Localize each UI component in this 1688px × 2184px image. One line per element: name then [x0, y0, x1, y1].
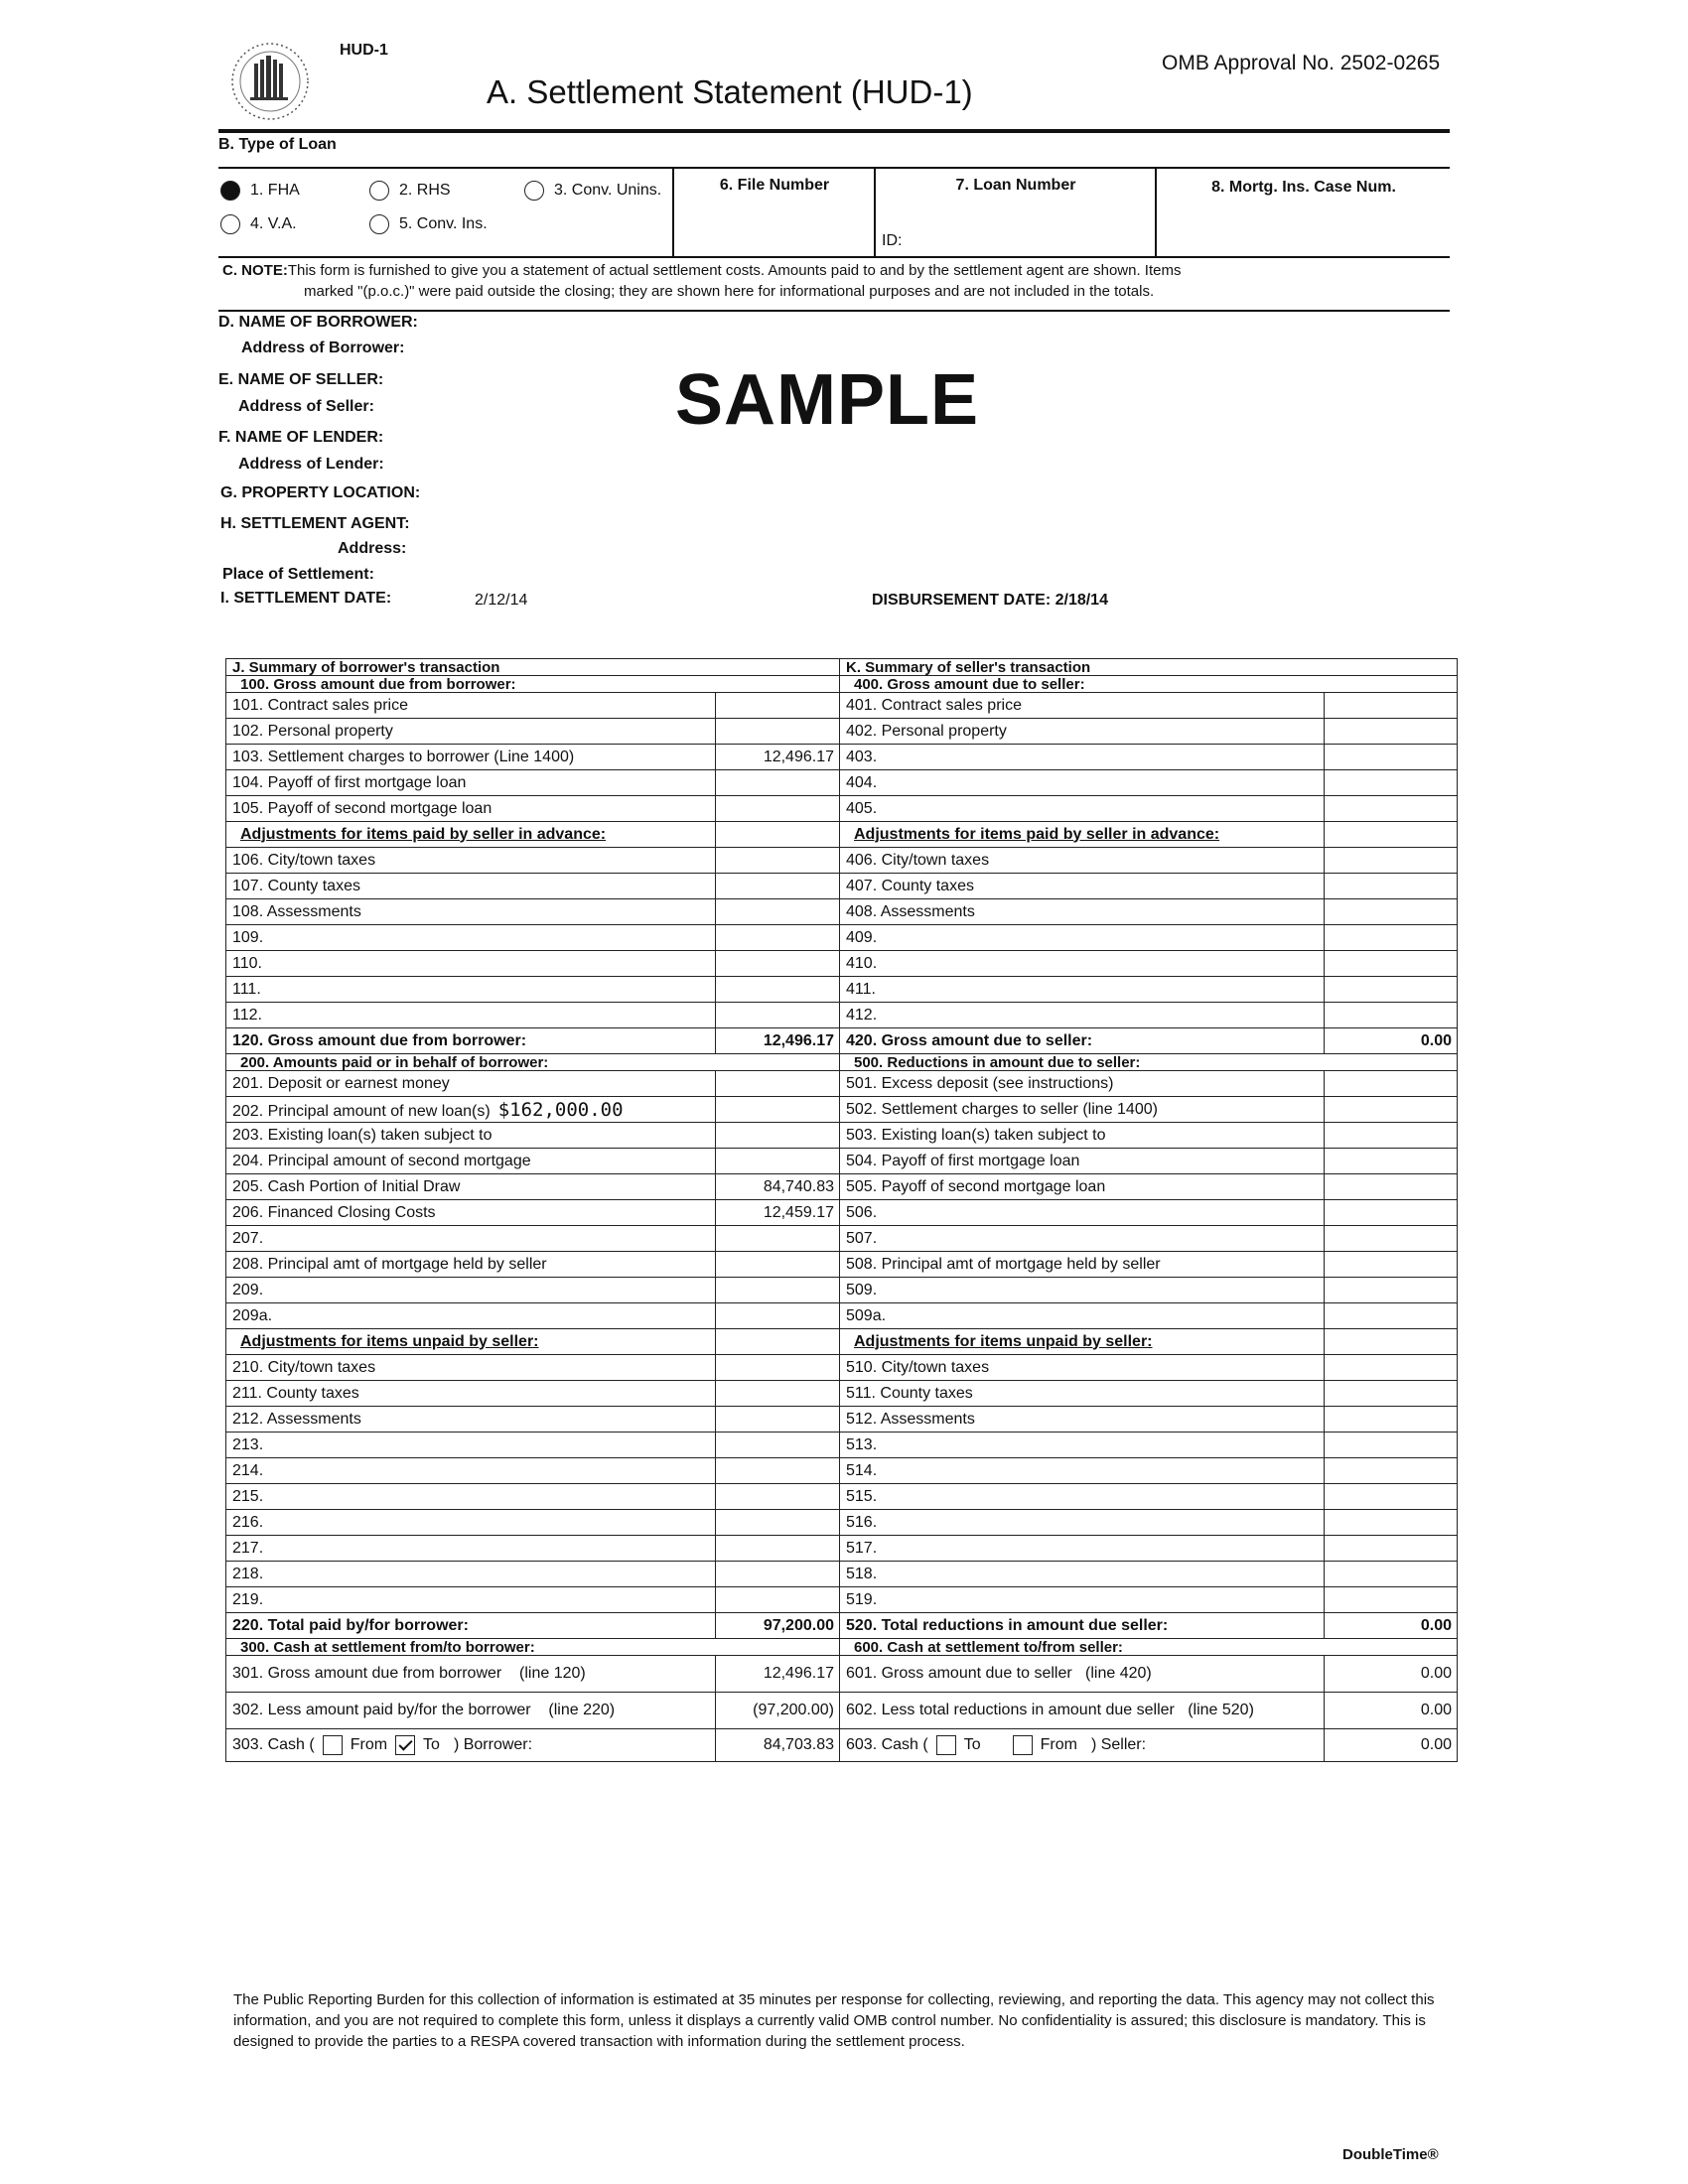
seller-address-label: Address of Seller: — [238, 398, 374, 415]
line-amount — [1325, 1536, 1458, 1562]
line-label: 208. Principal amt of mortgage held by seller — [226, 1252, 716, 1278]
disbursement-date: DISBURSEMENT DATE: 2/18/14 — [872, 592, 1108, 609]
line-amount — [716, 899, 840, 925]
table-row — [226, 977, 1458, 1003]
table-row — [226, 1028, 1458, 1054]
line-amount — [716, 1355, 840, 1381]
line-amount — [1325, 899, 1458, 925]
line-label: 205. Cash Portion of Initial Draw — [226, 1174, 716, 1200]
public-reporting-burden: The Public Reporting Burden for this collection of information is estimated at 35 minutes per response for collecting, reviewing, and reporting the data. This agency may not collect this information, and you are not required to complete this form, unless it displays a currently valid OMB control number. No confidentiality is assured; this disclosure is mandatory. This is designed to provide the parties to a RESPA covered transaction with information during the settlement process. — [233, 1991, 1435, 2050]
table-row — [226, 1149, 1458, 1174]
table-row — [226, 1433, 1458, 1458]
line-amount: 0.00 — [1325, 1656, 1458, 1693]
agent-address-label: Address: — [338, 540, 407, 557]
line-label: 506. — [840, 1200, 1325, 1226]
section-label: 500. Reductions in amount due to seller: — [840, 1054, 1458, 1071]
line-label: 519. — [840, 1587, 1325, 1613]
table-row — [226, 1226, 1458, 1252]
line-label: 511. County taxes — [840, 1381, 1325, 1407]
line-amount — [716, 848, 840, 874]
form-title: A. Settlement Statement (HUD-1) — [487, 73, 973, 110]
line-amount — [716, 874, 840, 899]
line-label: 209a. — [226, 1303, 716, 1329]
line-label: 109. — [226, 925, 716, 951]
note-rule — [218, 310, 1450, 312]
line-amount: 12,496.17 — [716, 745, 840, 770]
line-label: 410. — [840, 951, 1325, 977]
line-amount — [1325, 1278, 1458, 1303]
line-label: 107. County taxes — [226, 874, 716, 899]
cash-seller-line — [840, 1729, 1325, 1762]
line-amount — [716, 1003, 840, 1028]
line-amount — [1325, 1174, 1458, 1200]
line-label: 303. Cash ( — [232, 1736, 315, 1754]
line-label: 302. Less amount paid by/for the borrower (line 220) — [226, 1693, 716, 1729]
section-100: 100. Gross amount due from borrower: — [226, 676, 840, 693]
line-amount: 0.00 — [1325, 1613, 1458, 1639]
table-row — [226, 1407, 1458, 1433]
line-label: 216. — [226, 1510, 716, 1536]
line-amount — [1325, 1587, 1458, 1613]
line-label: 520. Total reductions in amount due seller: — [840, 1613, 1325, 1639]
line-amount — [1325, 1226, 1458, 1252]
place-of-settlement-label: Place of Settlement: — [222, 566, 374, 583]
line-amount: 0.00 — [1325, 1028, 1458, 1054]
table-row — [226, 1562, 1458, 1587]
line-amount — [716, 1587, 840, 1613]
line-label: 514. — [840, 1458, 1325, 1484]
settlement-date-label: I. SETTLEMENT DATE: — [220, 590, 392, 607]
empty-cell — [716, 822, 840, 848]
loan-header — [218, 167, 1450, 258]
line-label: 507. — [840, 1226, 1325, 1252]
empty-cell — [1325, 822, 1458, 848]
subsection-label: Adjustments for items paid by seller in advance: — [840, 822, 1325, 848]
line-label: 204. Principal amount of second mortgage — [226, 1149, 716, 1174]
line-label: 404. — [840, 770, 1325, 796]
radio-empty-icon — [220, 214, 240, 234]
brand-mark: DoubleTime® — [1342, 2146, 1439, 2163]
radio-rhs[interactable] — [369, 181, 451, 201]
note-line-1: This form is furnished to give you a statement of actual settlement costs. Amounts paid to and by the settlement agent are shown. Items — [287, 262, 1182, 279]
radio-va-label: 4. V.A. — [250, 215, 297, 232]
line-amount — [716, 1510, 840, 1536]
line-amount: 12,459.17 — [716, 1200, 840, 1226]
seller-to-checkbox[interactable] — [936, 1735, 956, 1755]
title-rule — [218, 129, 1450, 133]
line-label: 218. — [226, 1562, 716, 1587]
borrower-name-label: D. NAME OF BORROWER: — [218, 314, 418, 331]
line-amount — [1325, 1381, 1458, 1407]
line-label: 509a. — [840, 1303, 1325, 1329]
line-label: 213. — [226, 1433, 716, 1458]
line-label: 502. Settlement charges to seller (line 1400) — [840, 1097, 1325, 1123]
line-label: 112. — [226, 1003, 716, 1028]
subsection-label: Adjustments for items paid by seller in advance: — [226, 822, 716, 848]
note-label: C. NOTE: — [222, 262, 288, 279]
line-amount — [1325, 848, 1458, 874]
line-amount — [716, 719, 840, 745]
loan-id-label: ID: — [882, 232, 903, 249]
table-row — [226, 899, 1458, 925]
line-label: 207. — [226, 1226, 716, 1252]
seller-from-checkbox[interactable] — [1013, 1735, 1033, 1755]
line-label: 411. — [840, 977, 1325, 1003]
line-label: 104. Payoff of first mortgage loan — [226, 770, 716, 796]
line-label: 513. — [840, 1433, 1325, 1458]
line-label: 103. Settlement charges to borrower (Line 1400) — [226, 745, 716, 770]
line-amount — [716, 1562, 840, 1587]
table-row — [226, 1613, 1458, 1639]
table-row — [226, 1071, 1458, 1097]
radio-filled-icon — [220, 181, 240, 201]
line-amount — [1325, 1200, 1458, 1226]
radio-conv-ins-label: 5. Conv. Ins. — [399, 215, 488, 232]
line-amount — [716, 1458, 840, 1484]
line-amount — [1325, 1003, 1458, 1028]
empty-cell — [716, 1329, 840, 1355]
line-label: 407. County taxes — [840, 874, 1325, 899]
table-row — [226, 719, 1458, 745]
table-row — [226, 796, 1458, 822]
line-label: 501. Excess deposit (see instructions) — [840, 1071, 1325, 1097]
loan-type-label: B. Type of Loan — [218, 136, 337, 153]
file-number-label: 6. File Number — [719, 177, 830, 194]
line-amount — [716, 925, 840, 951]
line-label: 209. — [226, 1278, 716, 1303]
line-amount — [1325, 874, 1458, 899]
line-amount: 84,740.83 — [716, 1174, 840, 1200]
line-label: 110. — [226, 951, 716, 977]
table-row — [226, 1303, 1458, 1329]
table-row — [226, 1174, 1458, 1200]
cash-borrower-line — [226, 1729, 716, 1762]
line-label: 220. Total paid by/for borrower: — [226, 1613, 716, 1639]
radio-conv-unins-label: 3. Conv. Unins. — [554, 182, 662, 199]
line-label: 105. Payoff of second mortgage loan — [226, 796, 716, 822]
line-label: 212. Assessments — [226, 1407, 716, 1433]
line-amount — [1325, 1510, 1458, 1536]
adjustments-advance-row — [226, 822, 1458, 848]
line-label: 505. Payoff of second mortgage loan — [840, 1174, 1325, 1200]
line-amount — [716, 1303, 840, 1329]
section-label: 200. Amounts paid or in behalf of borrower: — [226, 1054, 840, 1071]
borrower-from-checkbox[interactable] — [323, 1735, 343, 1755]
table-row — [226, 1587, 1458, 1613]
line-amount — [1325, 977, 1458, 1003]
line-label: 406. City/town taxes — [840, 848, 1325, 874]
sample-watermark: SAMPLE — [675, 360, 980, 440]
seller-name-label: E. NAME OF SELLER: — [218, 371, 384, 388]
line-amount — [716, 1149, 840, 1174]
line-label: 509. — [840, 1278, 1325, 1303]
line-label: ) Seller: — [1090, 1736, 1147, 1754]
line-amount — [716, 1381, 840, 1407]
line-amount — [1325, 770, 1458, 796]
line-amount — [1325, 951, 1458, 977]
table-row — [226, 1693, 1458, 1729]
line-amount: 12,496.17 — [716, 1656, 840, 1693]
line-label: 120. Gross amount due from borrower: — [226, 1028, 716, 1054]
radio-empty-icon — [369, 181, 389, 201]
table-row — [226, 1484, 1458, 1510]
line-amount — [716, 1433, 840, 1458]
table-row — [226, 1381, 1458, 1407]
radio-empty-icon — [369, 214, 389, 234]
table-row — [226, 1510, 1458, 1536]
lender-name-label: F. NAME OF LENDER: — [218, 429, 384, 446]
line-amount — [1325, 925, 1458, 951]
line-label: 603. Cash ( — [846, 1736, 928, 1754]
lender-address-label: Address of Lender: — [238, 456, 384, 473]
line-label: 516. — [840, 1510, 1325, 1536]
line-label: 206. Financed Closing Costs — [226, 1200, 716, 1226]
line-label: 203. Existing loan(s) taken subject to — [226, 1123, 716, 1149]
radio-va[interactable] — [220, 214, 297, 234]
settlement-summary-table — [225, 658, 1458, 1762]
table-row — [226, 745, 1458, 770]
line-amount — [1325, 1303, 1458, 1329]
line-label: 214. — [226, 1458, 716, 1484]
subsection-label: Adjustments for items unpaid by seller: — [226, 1329, 716, 1355]
section-400: 400. Gross amount due to seller: — [840, 676, 1458, 693]
line-label: 217. — [226, 1536, 716, 1562]
line-label: 201. Deposit or earnest money — [226, 1071, 716, 1097]
radio-fha[interactable] — [220, 181, 300, 201]
checkbox-label: From — [350, 1736, 388, 1754]
line-label: 403. — [840, 745, 1325, 770]
line-amount — [716, 770, 840, 796]
table-row — [226, 1278, 1458, 1303]
loan-number-label: 7. Loan Number — [955, 177, 1076, 194]
note-line-2: marked "(p.o.c.)" were paid outside the closing; they are shown here for informational purposes and are not included in the totals. — [304, 283, 1155, 300]
line-label: 504. Payoff of first mortgage loan — [840, 1149, 1325, 1174]
line-amount — [716, 1536, 840, 1562]
line-amount — [716, 1278, 840, 1303]
line-amount: 12,496.17 — [716, 1028, 840, 1054]
divider — [672, 169, 674, 256]
divider — [1155, 169, 1157, 256]
table-row — [226, 1458, 1458, 1484]
line-label: 601. Gross amount due to seller (line 420) — [840, 1656, 1325, 1693]
line-label: 401. Contract sales price — [840, 693, 1325, 719]
line-amount — [716, 1226, 840, 1252]
hud-seal-icon — [220, 38, 330, 125]
line-amount — [1325, 1149, 1458, 1174]
omb-approval: OMB Approval No. 2502-0265 — [1162, 52, 1441, 74]
line-label — [226, 1097, 716, 1123]
radio-conv-unins[interactable] — [524, 181, 661, 201]
line-label: 412. — [840, 1003, 1325, 1028]
table-row — [226, 1200, 1458, 1226]
radio-empty-icon — [524, 181, 544, 201]
table-row — [226, 1123, 1458, 1149]
borrower-summary-title: J. Summary of borrower's transaction — [226, 659, 840, 676]
line-label: 420. Gross amount due to seller: — [840, 1028, 1325, 1054]
table-row — [226, 848, 1458, 874]
line-amount — [1325, 1484, 1458, 1510]
line-amount — [716, 1407, 840, 1433]
line-amount: 0.00 — [1325, 1729, 1458, 1762]
table-row — [226, 1536, 1458, 1562]
line-amount — [1325, 1071, 1458, 1097]
radio-fha-label: 1. FHA — [250, 182, 300, 199]
checkbox-label: To — [963, 1736, 981, 1754]
line-label: 405. — [840, 796, 1325, 822]
line-amount — [1325, 1407, 1458, 1433]
line-label: 219. — [226, 1587, 716, 1613]
line-label: 102. Personal property — [226, 719, 716, 745]
radio-rhs-label: 2. RHS — [399, 182, 451, 199]
line-label: 508. Principal amt of mortgage held by seller — [840, 1252, 1325, 1278]
typed-loan-amount: $162,000.00 — [497, 1098, 624, 1121]
table-row — [226, 1097, 1458, 1123]
line-label: 602. Less total reductions in amount due seller (line 520) — [840, 1693, 1325, 1729]
settlement-agent-label: H. SETTLEMENT AGENT: — [220, 515, 410, 532]
divider — [874, 169, 876, 256]
checkbox-label: To — [423, 1736, 440, 1754]
form-code: HUD-1 — [340, 42, 388, 59]
line-amount: 0.00 — [1325, 1693, 1458, 1729]
line-amount — [1325, 719, 1458, 745]
line-label: 402. Personal property — [840, 719, 1325, 745]
line-amount — [716, 977, 840, 1003]
line-label: 409. — [840, 925, 1325, 951]
line-amount — [1325, 693, 1458, 719]
table-row — [226, 951, 1458, 977]
line-label: 301. Gross amount due from borrower (line 120) — [226, 1656, 716, 1693]
line-label: 106. City/town taxes — [226, 848, 716, 874]
settlement-date-value: 2/12/14 — [475, 592, 528, 609]
line-amount — [716, 1097, 840, 1123]
line-label: 515. — [840, 1484, 1325, 1510]
table-row — [226, 925, 1458, 951]
table-header-row — [226, 659, 1458, 676]
line-amount — [1325, 796, 1458, 822]
line-amount — [1325, 1123, 1458, 1149]
section-300-row — [226, 1639, 1458, 1656]
radio-conv-ins[interactable] — [369, 214, 488, 234]
line-amount — [716, 796, 840, 822]
line-label: ) Borrower: — [453, 1736, 533, 1754]
line-label: 503. Existing loan(s) taken subject to — [840, 1123, 1325, 1149]
line-label: 101. Contract sales price — [226, 693, 716, 719]
line-label: 202. Principal amount of new loan(s) — [232, 1102, 491, 1120]
table-row — [226, 1252, 1458, 1278]
section-row — [226, 676, 1458, 693]
borrower-to-checkbox[interactable] — [395, 1735, 415, 1755]
table-row — [226, 1656, 1458, 1693]
table-row — [226, 1355, 1458, 1381]
line-amount — [1325, 1458, 1458, 1484]
seller-summary-title: K. Summary of seller's transaction — [840, 659, 1458, 676]
table-row — [226, 1729, 1458, 1762]
section-200-row — [226, 1054, 1458, 1071]
mortg-case-label: 8. Mortg. Ins. Case Num. — [1211, 179, 1396, 196]
note — [218, 260, 1450, 302]
checkbox-label: From — [1040, 1736, 1077, 1754]
property-location-label: G. PROPERTY LOCATION: — [220, 484, 421, 501]
line-amount — [716, 1123, 840, 1149]
line-label: 111. — [226, 977, 716, 1003]
line-label: 108. Assessments — [226, 899, 716, 925]
line-amount — [716, 693, 840, 719]
line-amount: 97,200.00 — [716, 1613, 840, 1639]
subsection-label: Adjustments for items unpaid by seller: — [840, 1329, 1325, 1355]
table-row — [226, 770, 1458, 796]
empty-cell — [1325, 1329, 1458, 1355]
line-amount — [1325, 1252, 1458, 1278]
borrower-address-label: Address of Borrower: — [241, 340, 405, 356]
line-label: 215. — [226, 1484, 716, 1510]
line-label: 408. Assessments — [840, 899, 1325, 925]
section-label: 600. Cash at settlement to/from seller: — [840, 1639, 1458, 1656]
line-amount — [716, 1484, 840, 1510]
line-label: 210. City/town taxes — [226, 1355, 716, 1381]
table-row — [226, 874, 1458, 899]
line-label: 512. Assessments — [840, 1407, 1325, 1433]
line-label: 510. City/town taxes — [840, 1355, 1325, 1381]
line-label: 518. — [840, 1562, 1325, 1587]
line-amount: (97,200.00) — [716, 1693, 840, 1729]
line-amount — [1325, 1433, 1458, 1458]
line-label: 211. County taxes — [226, 1381, 716, 1407]
line-amount — [1325, 1355, 1458, 1381]
table-row — [226, 693, 1458, 719]
line-amount — [716, 951, 840, 977]
line-amount — [1325, 1097, 1458, 1123]
line-amount — [1325, 745, 1458, 770]
table-row — [226, 1003, 1458, 1028]
line-amount: 84,703.83 — [716, 1729, 840, 1762]
section-label: 300. Cash at settlement from/to borrower: — [226, 1639, 840, 1656]
line-amount — [716, 1071, 840, 1097]
adjustments-unpaid-row — [226, 1329, 1458, 1355]
line-amount — [1325, 1562, 1458, 1587]
line-amount — [716, 1252, 840, 1278]
line-label: 517. — [840, 1536, 1325, 1562]
